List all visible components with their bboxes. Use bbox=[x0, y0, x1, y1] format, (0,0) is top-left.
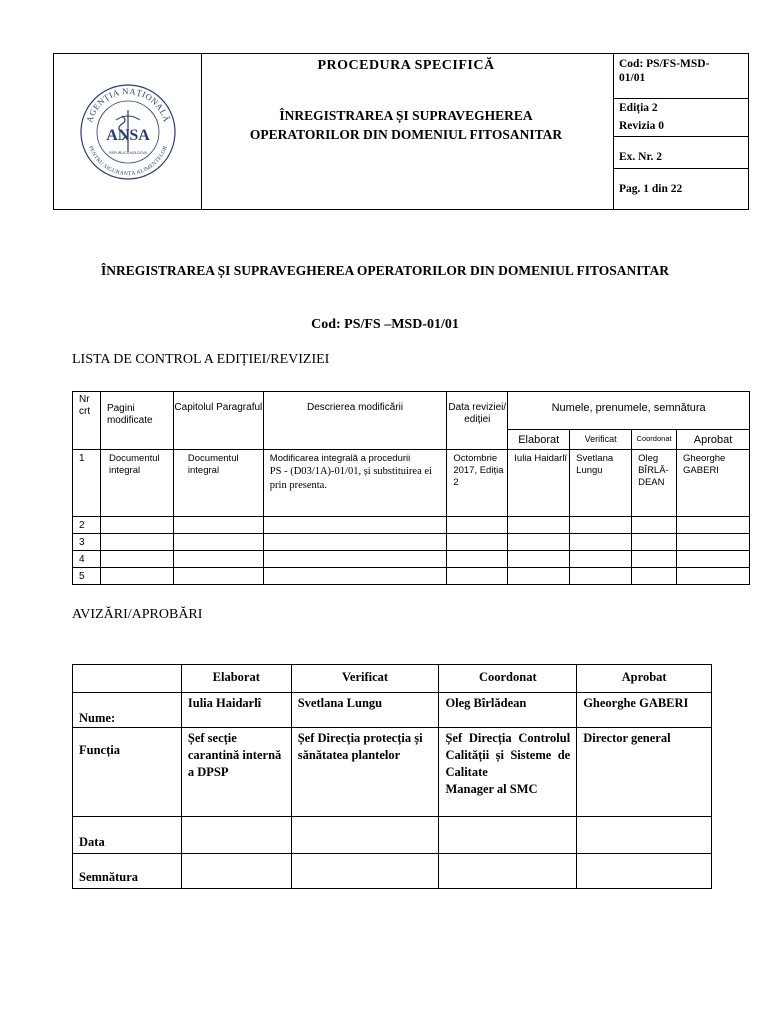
revision-table bbox=[72, 391, 750, 585]
row4-nr: 4 bbox=[73, 551, 101, 568]
procedure-title bbox=[201, 106, 611, 144]
table-row bbox=[73, 534, 750, 551]
approvals-date-row bbox=[73, 817, 712, 854]
row1-verified: Svetlana Lungu bbox=[570, 450, 632, 517]
header-names-group: Numele, prenumele, semnătura bbox=[508, 392, 750, 430]
name-prepared: Iulia Haidarlî bbox=[181, 693, 291, 728]
edition-field bbox=[613, 99, 748, 137]
header-date: Data reviziei/ ediției bbox=[447, 392, 508, 450]
approvals-header-verified: Verificat bbox=[291, 665, 439, 693]
title-cell bbox=[201, 54, 614, 209]
row1-date: Octombrie 2017, Ediția 2 bbox=[447, 450, 508, 517]
edition-text: Ediția 2 bbox=[619, 102, 658, 114]
code-line-1: Cod: PS/FS-MSD- bbox=[619, 58, 710, 70]
revision-list-title: LISTA DE CONTROL A EDIȚIEI/REVIZIEI bbox=[72, 352, 330, 367]
table-row bbox=[73, 517, 750, 534]
header-verified: Verificat bbox=[570, 430, 632, 450]
approvals-header-prepared: Elaborat bbox=[181, 665, 291, 693]
function-coordinated bbox=[439, 728, 577, 817]
function-prepared: Șef secție carantină internă a DPSP bbox=[181, 728, 291, 817]
page-text: Pag. 1 din 22 bbox=[619, 183, 683, 195]
label-function: Funcția bbox=[73, 728, 182, 817]
copy-field bbox=[613, 137, 748, 169]
header-prepared: Elaborat bbox=[508, 430, 570, 450]
row1-prepared: Iulia Haidarlî bbox=[508, 450, 570, 517]
revision-header-row bbox=[73, 392, 750, 430]
row1-pages: Documentul integral bbox=[100, 450, 173, 517]
header-description: Descrierea modificării bbox=[263, 392, 447, 450]
name-verified: Svetlana Lungu bbox=[291, 693, 439, 728]
logo-arc-top: AGENȚIA NAȚIONALĂ bbox=[84, 85, 172, 124]
row1-approved: Gheorghe GABERI bbox=[677, 450, 750, 517]
row1-nr: 1 bbox=[73, 450, 101, 517]
procedure-title-line-2: OPERATORILOR DIN DOMENIUL FITOSANITAR bbox=[249, 127, 563, 142]
code-line-2: 01/01 bbox=[619, 72, 646, 84]
approvals-header-approved: Aprobat bbox=[577, 665, 712, 693]
name-approved: Gheorghe GABERI bbox=[577, 693, 712, 728]
logo-arc-bottom: PENTRU SIGURANȚA ALIMENTELOR bbox=[87, 145, 169, 178]
code-field bbox=[613, 54, 748, 99]
label-signature: Semnătura bbox=[73, 854, 182, 889]
table-row bbox=[73, 568, 750, 585]
row2-nr: 2 bbox=[73, 517, 101, 534]
function-approved: Director general bbox=[577, 728, 712, 817]
header-chapter: Capitolul Paragraful bbox=[173, 392, 263, 450]
procedure-label: PROCEDURA SPECIFICĂ bbox=[317, 58, 495, 73]
approvals-title: AVIZĂRI/APROBĂRI bbox=[72, 607, 203, 622]
approvals-header-row bbox=[73, 665, 712, 693]
copy-text: Ex. Nr. 2 bbox=[619, 151, 663, 163]
header-nr: Nr crt bbox=[73, 392, 101, 450]
row1-chapter: Documentul integral bbox=[173, 450, 263, 517]
approvals-table bbox=[72, 664, 712, 889]
function-coordinated-2: Manager al SMC bbox=[445, 782, 538, 796]
logo-small-text: REPUBLICA MOLDOVA bbox=[109, 151, 147, 155]
approvals-function-row bbox=[73, 728, 712, 817]
table-row bbox=[73, 551, 750, 568]
page-field bbox=[613, 169, 748, 209]
name-coordinated: Oleg Bîrlădean bbox=[439, 693, 577, 728]
header-coordinated: Coordonat bbox=[632, 430, 677, 450]
logo-center-text: ANSA bbox=[106, 127, 150, 144]
approvals-name-row bbox=[73, 693, 712, 728]
function-verified: Șef Direcția protecția și sănătatea plantelor bbox=[291, 728, 439, 817]
approvals-header-coordinated: Coordonat bbox=[439, 665, 577, 693]
document-header bbox=[53, 53, 749, 210]
code-line: Cod: PS/FS –MSD-01/01 bbox=[311, 317, 459, 332]
table-row bbox=[73, 450, 750, 517]
header-pages: Pagini modificate bbox=[100, 392, 173, 450]
function-coordinated-1: Șef Direcția Controlul Calității și Sisteme de Calitate bbox=[445, 731, 571, 779]
row3-nr: 3 bbox=[73, 534, 101, 551]
row1-coordinated: Oleg BÎRLĂ-DEAN bbox=[632, 450, 677, 517]
procedure-title-line-1: ÎNREGISTRAREA ȘI SUPRAVEGHEREA bbox=[279, 108, 533, 123]
header-approved: Aprobat bbox=[677, 430, 750, 450]
ansa-logo bbox=[54, 54, 201, 209]
row1-description-a: Modificarea integrală a procedurii bbox=[269, 453, 411, 464]
label-date: Data bbox=[73, 817, 182, 854]
main-title: ÎNREGISTRAREA ȘI SUPRAVEGHEREA OPERATORILOR DIN DOMENIUL FITOSANITAR bbox=[100, 263, 670, 278]
row1-description-b: PS - (D03/1A)-01/01, și substituirea ei prin presenta. bbox=[269, 466, 432, 491]
meta-cell bbox=[613, 54, 748, 209]
row5-nr: 5 bbox=[73, 568, 101, 585]
approvals-signature-row bbox=[73, 854, 712, 889]
logo-cell bbox=[54, 54, 202, 209]
row1-description bbox=[263, 450, 447, 517]
revision-text: Revizia 0 bbox=[619, 120, 665, 132]
label-name: Nume: bbox=[73, 693, 182, 728]
